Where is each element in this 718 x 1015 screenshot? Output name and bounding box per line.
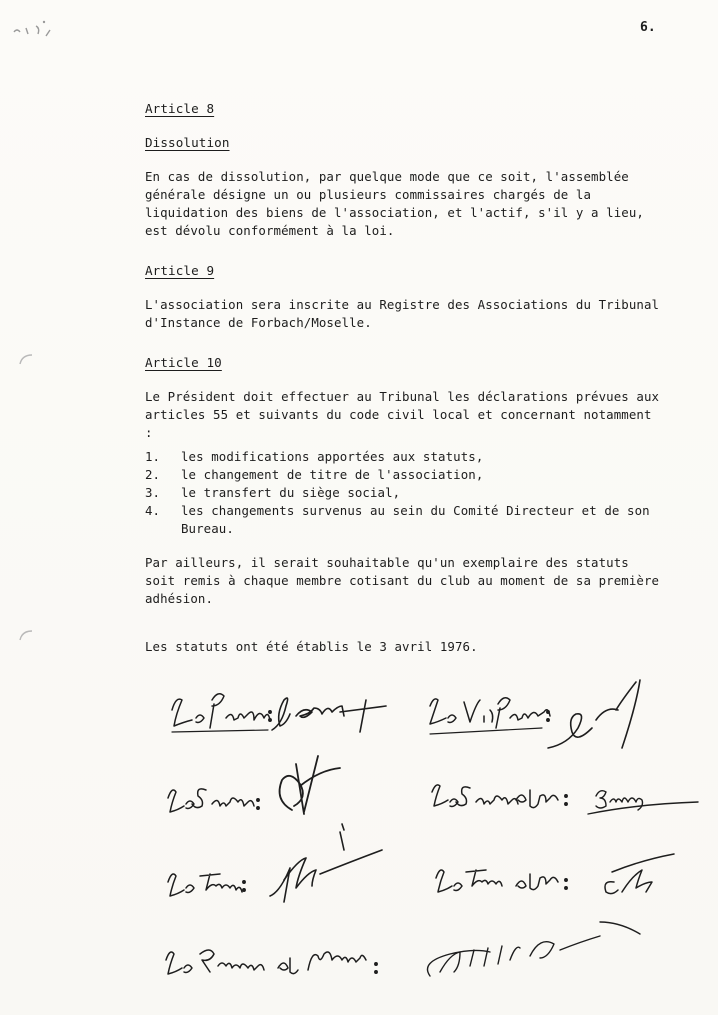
signature-secretary (280, 756, 340, 814)
list-item-number: 4. (145, 503, 161, 518)
signature-label-treasurer-adjoint (436, 870, 567, 892)
list-item (145, 448, 665, 466)
signature-vice-president (548, 680, 640, 748)
list-item-text: le changement de titre de l'association, (181, 467, 484, 482)
corner-smudge-mark (6, 18, 66, 48)
list-item-text: les modifications apportées aux statuts, (181, 449, 484, 464)
signature-president (272, 698, 386, 732)
signature-label-vice-president (430, 698, 550, 734)
signature-label-secretary-adjoint (432, 785, 567, 808)
article-paragraph: L'association sera inscrite au Registre des Associations du Tribunal d'Instance de Forbach/Moselle. (145, 297, 660, 330)
article-title: Article 9 (145, 263, 215, 278)
signature-label-president (172, 694, 271, 732)
signature-treasurer (270, 824, 382, 902)
article-8 (145, 100, 665, 240)
date-line: Les statuts ont été établis le 3 avril 1976. (145, 639, 478, 654)
signature-label-secretary (168, 789, 259, 812)
signature-materiel (428, 922, 641, 976)
article-title: Article 8 (145, 101, 215, 116)
punch-hole-mark (16, 628, 34, 642)
punch-hole-mark (16, 352, 34, 366)
declarations-list (145, 448, 665, 538)
article-paragraph: En cas de dissolution, par quelque mode que ce soit, l'assemblée générale désigne un ou plusieurs commissaires chargés de la liquidation des biens de l'association, et l'actif, s'il y a lieu, est dévolu conformément à la loi. (145, 169, 644, 238)
list-item-number: 3. (145, 485, 161, 500)
document-body (145, 100, 665, 656)
page-number: 6. (640, 20, 656, 35)
list-item-text: le transfert du siège social, (181, 485, 401, 500)
article-closing: Par ailleurs, il serait souhaitable qu'un exemplaire des statuts soit remis à chaque membre cotisant du club au moment de sa première adhésion. (145, 555, 660, 606)
signature-treasurer-adjoint (605, 854, 674, 894)
article-title: Article 10 (145, 355, 222, 370)
article-subtitle: Dissolution (145, 135, 230, 150)
article-9 (145, 262, 665, 332)
list-item (145, 484, 665, 502)
list-item (145, 466, 665, 484)
signature-secretary-adjoint (588, 791, 698, 814)
list-item (145, 502, 665, 538)
list-item-text: les changements survenus au sein du Comité Directeur et de son Bureau. (181, 503, 650, 536)
article-intro: Le Président doit effectuer au Tribunal les déclarations prévues aux articles 55 et suivants du code civil local et concernant notamment : (145, 389, 660, 440)
signature-label-materiel (166, 950, 377, 974)
signature-label-treasurer (168, 874, 245, 896)
list-item-number: 1. (145, 449, 161, 464)
signature-block (0, 660, 718, 1015)
article-10 (145, 354, 665, 608)
list-item-number: 2. (145, 467, 161, 482)
